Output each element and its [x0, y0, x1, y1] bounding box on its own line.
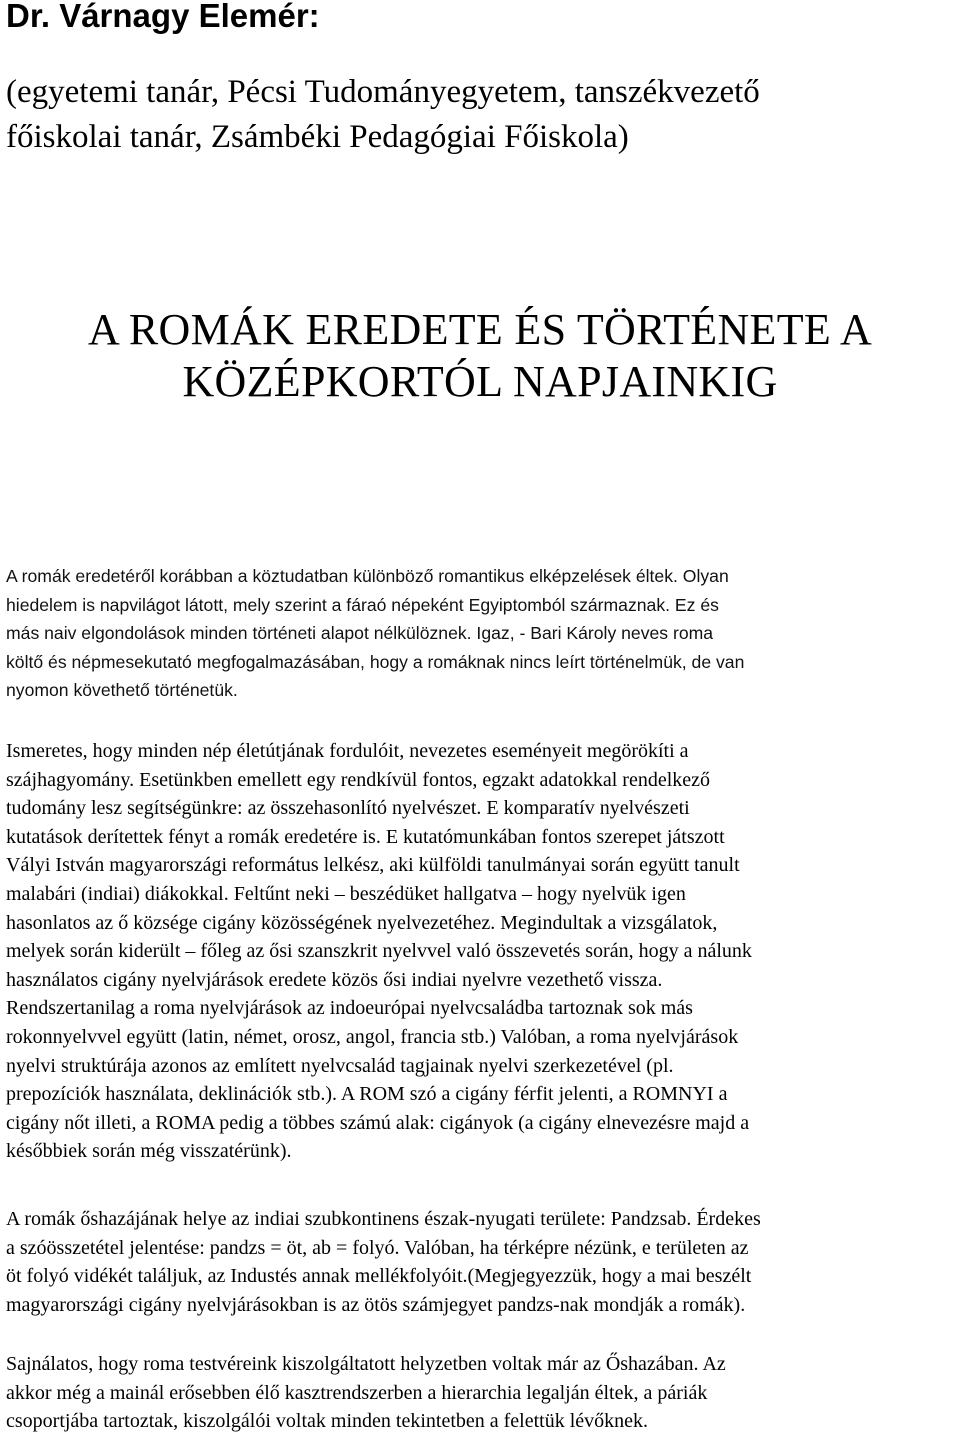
paragraph-line: későbbiek során még visszatérünk).: [6, 1140, 292, 1163]
paragraph-line: tudomány lesz segítségünkre: az összehasonlító nyelvészet. E komparatív nyelvészeti: [6, 797, 690, 820]
paragraph-line: csoportjába tartoztak, kiszolgálói voltak minden tekintetben a felettük lévőknek.: [6, 1410, 649, 1433]
paragraph-caste: [6, 1350, 956, 1436]
title-line: KÖZÉPKORTÓL NAPJAINKIG: [182, 357, 778, 406]
paragraph-line: szájhagyomány. Esetünkben emellett egy rendkívül fontos, egzakt adatokkal rendelkező: [6, 768, 711, 791]
paragraph-line: A romák eredetéről korábban a köztudatban különböző romantikus elképzelések éltek. Olyan: [6, 566, 729, 586]
title-line: A ROMÁK EREDETE ÉS TÖRTÉNETE A: [87, 305, 873, 354]
paragraph-line: akkor még a mainál erősebben élő kasztrendszerben a hierarchia legalján éltek, a páriák: [6, 1381, 708, 1404]
paragraph-line: nyomon követhető történetük.: [6, 680, 238, 701]
affiliation-line: (egyetemi tanár, Pécsi Tudományegyetem, tanszékvezető: [6, 74, 760, 110]
author-affiliation: [6, 70, 956, 160]
paragraph-homeland: [6, 1205, 956, 1319]
paragraph-line: A romák őshazájának helye az indiai szubkontinens észak-nyugati területe: Pandzsab. Érdekes: [6, 1208, 761, 1230]
paragraph-line: Vályi István magyarországi református lelkész, aki külföldi tanulmányai során együtt tanult: [6, 854, 740, 877]
paragraph-line: öt folyó vidékét találjuk, az Industés annak mellékfolyóit.(Megjegyezzük, hogy a mai beszélt: [6, 1265, 752, 1288]
paragraph-line: malabári (indiai) diákokkal. Feltűnt neki – beszédüket hallgatva – hogy nyelvük igen: [6, 882, 686, 905]
paragraph-line: cigány nőt illeti, a ROMA pedig a többes számú alak: cigányok (a cigány elnevezésre majd a: [6, 1111, 750, 1134]
paragraph-line: rokonnyelvvel együtt (latin, német, orosz, angol, francia stb.) Valóban, a roma nyelvjárások: [6, 1025, 739, 1048]
document-title: [0, 304, 960, 408]
affiliation-line: főiskolai tanár, Zsámbéki Pedagógiai Főiskola): [6, 119, 629, 155]
paragraph-line: kutatások derítettek fényt a romák eredetére is. E kutatómunkában fontos szerepet játszott: [6, 825, 725, 848]
paragraph-linguistics: [6, 737, 956, 1166]
paragraph-line: költő és népmesekutató megfogalmazásában, hogy a romáknak nincs leírt történelmük, de van: [6, 651, 745, 672]
paragraph-line: hasonlatos az ő községe cigány közösségének nyelvezetéhez. Megindultak a vizsgálatok,: [6, 911, 718, 934]
paragraph-line: használatos cigány nyelvjárások eredete közös ősi indiai nyelvre vezethető vissza.: [6, 968, 663, 991]
paragraph-line: melyek során kiderült – főleg az ősi szanszkrit nyelvvel való összevetés során, hogy a nálunk: [6, 940, 752, 963]
paragraph-line: a szóösszetétel jelentése: pandzs = öt, ab = folyó. Valóban, ha térképre nézünk, e területen az: [6, 1236, 749, 1259]
paragraph-line: magyarországi cigány nyelvjárásokban is az ötös számjegyet pandzs-nak mondják a romák).: [6, 1293, 746, 1316]
paragraph-line: prepozíciók használata, deklinációk stb.). A ROM szó a cigány férfit jelenti, a ROMNYI a: [6, 1083, 728, 1106]
paragraph-line: nyelvi struktúrája azonos az említett nyelvcsalád tagjainak nyelvi szerkezetével (pl.: [6, 1054, 674, 1077]
paragraph-line: más naiv elgondolások minden történeti alapot nélkülöznek. Igaz, - Bari Károly neves roma: [6, 623, 714, 644]
paragraph-line: hiedelem is napvilágot látott, mely szerint a fáraó népeként Egyiptomból származnak. Ez és: [6, 594, 719, 615]
paragraph-line: Ismeretes, hogy minden nép életútjának fordulóit, nevezetes eseményeit megörökíti a: [6, 740, 689, 762]
paragraph-line: Rendszertanilag a roma nyelvjárások az indoeurópai nyelvcsaládba tartoznak sok más: [6, 997, 693, 1020]
paragraph-intro: [6, 562, 956, 705]
paragraph-line: Sajnálatos, hogy roma testvéreink kiszolgáltatott helyzetben voltak már az Őshazában. Az: [6, 1353, 726, 1375]
author-name: Dr. Várnagy Elemér:: [6, 0, 320, 34]
